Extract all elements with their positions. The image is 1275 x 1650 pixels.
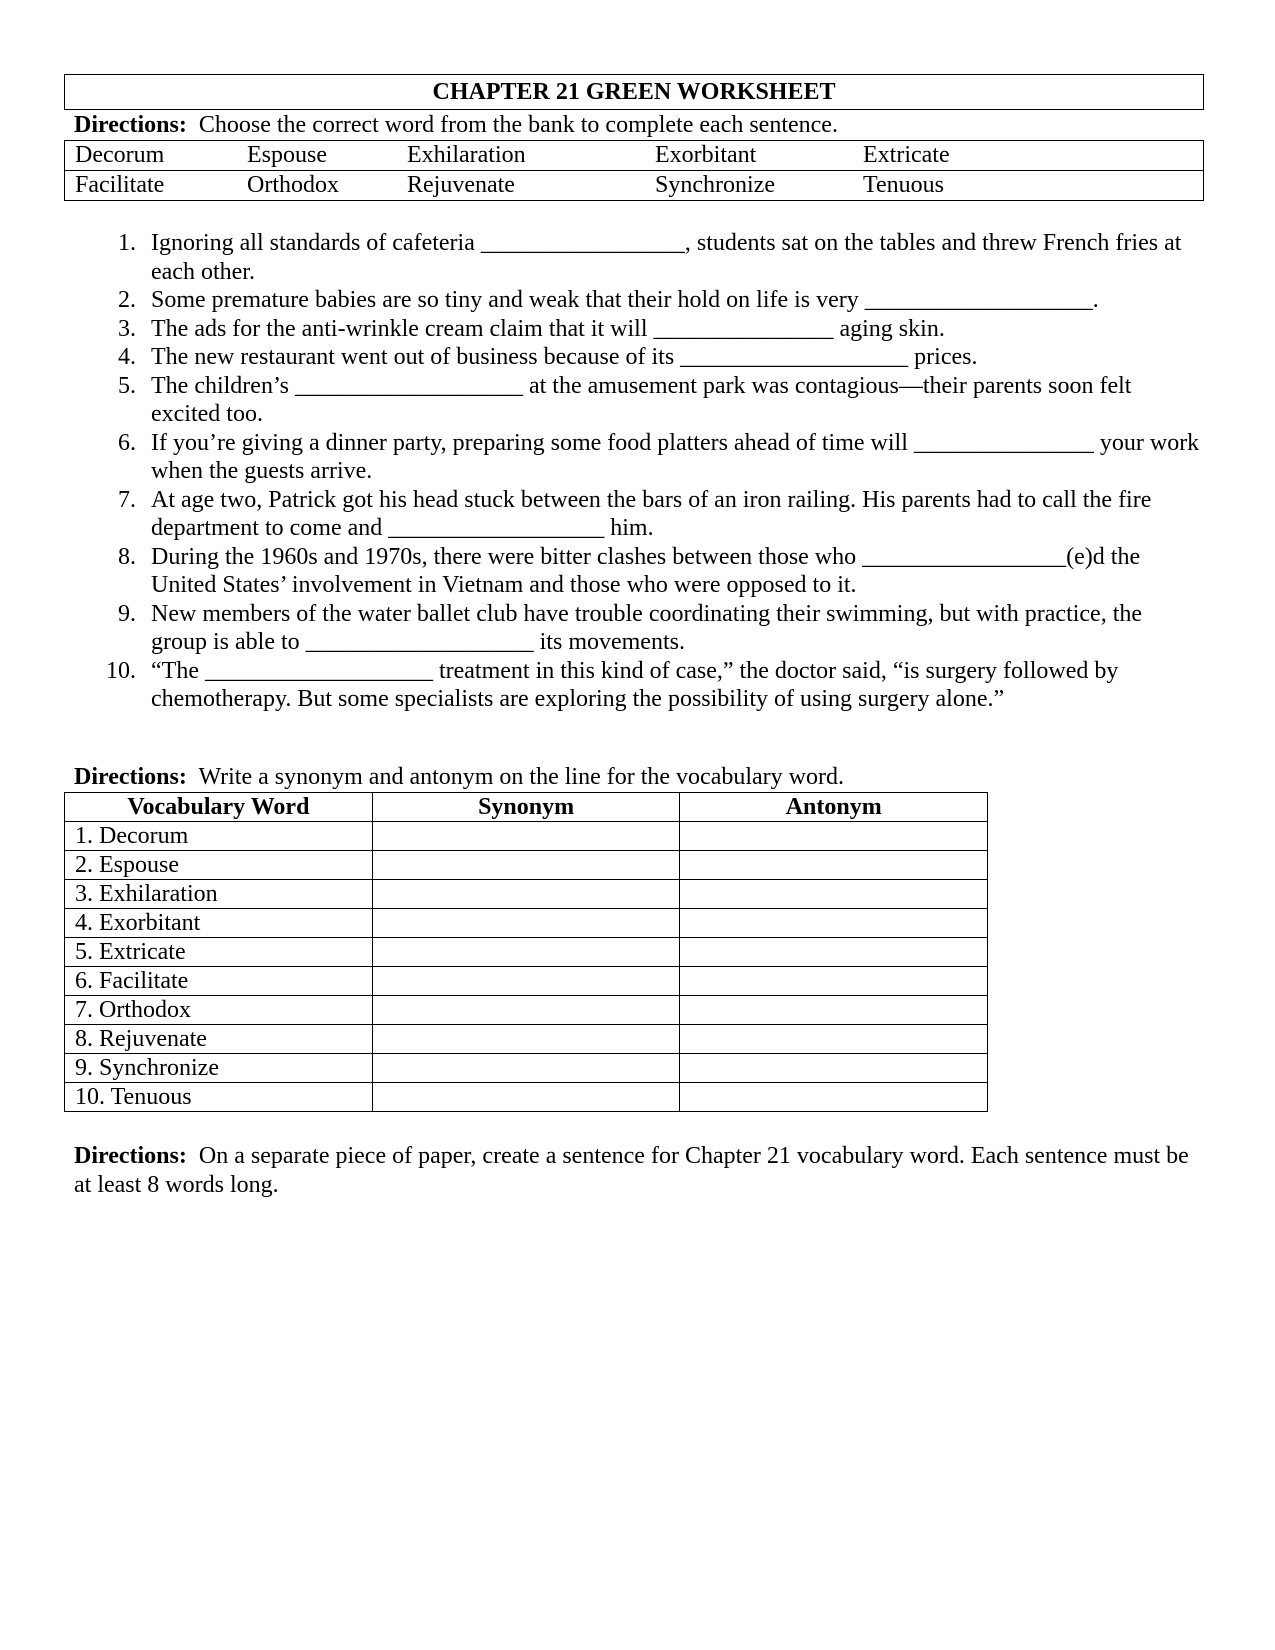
synonym-cell[interactable]: [372, 995, 680, 1024]
antonym-cell[interactable]: [680, 995, 988, 1024]
vocabulary-word-cell: 7. Orthodox: [65, 995, 373, 1024]
synonym-cell[interactable]: [372, 879, 680, 908]
word-bank-word: Synchronize: [645, 171, 853, 201]
part3-directions-label: Directions:: [74, 1142, 187, 1169]
sentence-number: 8.: [118, 543, 136, 570]
word-bank-word: Facilitate: [65, 171, 238, 201]
vocabulary-word-cell: 8. Rejuvenate: [65, 1024, 373, 1053]
sentence-text: The children’s ___________________ at the amusement park was contagious—their parents soon felt excited too.: [151, 372, 1132, 427]
table-row: [65, 1024, 988, 1053]
vocabulary-word-cell: 5. Extricate: [65, 937, 373, 966]
vocabulary-word-cell: 10. Tenuous: [65, 1082, 373, 1111]
sentence-number: 9.: [118, 600, 136, 627]
vocabulary-word-cell: 6. Facilitate: [65, 966, 373, 995]
part2-directions: [64, 762, 1204, 792]
sentence-number: 6.: [118, 429, 136, 456]
sentence-item: [64, 600, 1204, 657]
word-bank-word: Exorbitant: [645, 141, 853, 171]
vocabulary-word-cell: 4. Exorbitant: [65, 908, 373, 937]
table-row: [65, 966, 988, 995]
worksheet-page: [64, 74, 1204, 1200]
header-synonym: Synonym: [372, 792, 680, 821]
antonym-cell[interactable]: [680, 937, 988, 966]
word-bank-word: Orthodox: [237, 171, 397, 201]
antonym-cell[interactable]: [680, 1053, 988, 1082]
sentence-item: [64, 657, 1204, 714]
part2-directions-label: Directions:: [74, 763, 187, 790]
synonym-cell[interactable]: [372, 1082, 680, 1111]
word-bank-word: Exhilaration: [397, 141, 645, 171]
sentence-text: “The ___________________ treatment in this kind of case,” the doctor said, “is surgery followed by chemotherapy. But some specialists are exploring the possibility of using surgery alone.”: [151, 657, 1119, 712]
synonym-cell[interactable]: [372, 908, 680, 937]
sentence-number: 10.: [106, 657, 136, 684]
table-row: [65, 1082, 988, 1111]
vocabulary-table-header: [65, 792, 988, 821]
sentence-text: If you’re giving a dinner party, preparing some food platters ahead of time will _______________ your work when the guests arrive.: [151, 429, 1200, 484]
sentence-text: The ads for the anti-wrinkle cream claim that it will _______________ aging skin.: [151, 315, 945, 342]
word-bank-word: Rejuvenate: [397, 171, 645, 201]
sentence-item: [64, 543, 1204, 600]
part3-directions: [64, 1142, 1204, 1200]
synonym-antonym-section: [64, 762, 1204, 1112]
vocabulary-word-cell: 1. Decorum: [65, 821, 373, 850]
antonym-cell[interactable]: [680, 1024, 988, 1053]
worksheet-title: [64, 74, 1204, 110]
vocabulary-word-cell: 9. Synchronize: [65, 1053, 373, 1082]
vocabulary-word-cell: 2. Espouse: [65, 850, 373, 879]
synonym-cell[interactable]: [372, 1053, 680, 1082]
sentence-item: [64, 229, 1204, 286]
synonym-cell[interactable]: [372, 850, 680, 879]
word-bank-row: [65, 141, 1204, 171]
sentence-item: [64, 429, 1204, 486]
sentence-number: 3.: [118, 315, 136, 342]
antonym-cell[interactable]: [680, 1082, 988, 1111]
sentence-item: [64, 286, 1204, 315]
sentence-text: New members of the water ballet club have trouble coordinating their swimming, but with practice, the group is able to ___________________ its movements.: [151, 600, 1143, 655]
sentence-item: [64, 343, 1204, 372]
part3-directions-text: On a separate piece of paper, create a sentence for Chapter 21 vocabulary word. Each sentence must be at least 8 words long.: [74, 1142, 1189, 1198]
synonym-cell[interactable]: [372, 1024, 680, 1053]
header-vocabulary-word: Vocabulary Word: [65, 792, 373, 821]
vocabulary-table: [64, 792, 988, 1112]
part2-directions-text: Write a synonym and antonym on the line for the vocabulary word.: [198, 763, 844, 790]
part1-directions-label: Directions:: [74, 112, 187, 138]
table-row: [65, 995, 988, 1024]
sentence-text: The new restaurant went out of business because of its ___________________ prices.: [151, 344, 978, 370]
part1-directions-text: Choose the correct word from the bank to complete each sentence.: [198, 112, 838, 138]
sentence-text: At age two, Patrick got his head stuck between the bars of an iron railing. His parents had to call the fire department to come and __________________ him.: [151, 486, 1152, 541]
sentence-number: 2.: [118, 287, 136, 313]
antonym-cell[interactable]: [680, 966, 988, 995]
title-text: CHAPTER 21 GREEN WORKSHEET: [432, 78, 836, 105]
sentence-item: [64, 486, 1204, 543]
table-row: [65, 879, 988, 908]
sentence-text: During the 1960s and 1970s, there were bitter clashes between those who _________________(e)d the United States’ involvement in Vietnam and those who were opposed to it.: [151, 543, 1141, 598]
part1-directions: [64, 110, 1204, 140]
sentence-list: [64, 229, 1204, 714]
sentence-number: 4.: [118, 344, 136, 370]
sentence-text: Ignoring all standards of cafeteria _________________, students sat on the tables and threw French fries at each other.: [151, 230, 1182, 285]
table-row: [65, 908, 988, 937]
sentence-number: 1.: [118, 230, 136, 256]
word-bank-word: Decorum: [65, 141, 238, 171]
word-bank-word: Espouse: [237, 141, 397, 171]
antonym-cell[interactable]: [680, 908, 988, 937]
word-bank-row: [65, 171, 1204, 201]
sentence-item: [64, 372, 1204, 429]
antonym-cell[interactable]: [680, 821, 988, 850]
table-row: [65, 1053, 988, 1082]
table-row: [65, 937, 988, 966]
table-row: [65, 850, 988, 879]
table-row: [65, 821, 988, 850]
synonym-cell[interactable]: [372, 937, 680, 966]
sentence-item: [64, 315, 1204, 344]
sentence-text: Some premature babies are so tiny and weak that their hold on life is very ___________________.: [151, 287, 1099, 313]
word-bank-word: Extricate: [853, 141, 1204, 171]
header-antonym: Antonym: [680, 792, 988, 821]
antonym-cell[interactable]: [680, 850, 988, 879]
sentence-number: 7.: [118, 486, 136, 513]
word-bank: [64, 140, 1204, 201]
word-bank-word: Tenuous: [853, 171, 1204, 201]
antonym-cell[interactable]: [680, 879, 988, 908]
synonym-cell[interactable]: [372, 966, 680, 995]
synonym-cell[interactable]: [372, 821, 680, 850]
vocabulary-word-cell: 3. Exhilaration: [65, 879, 373, 908]
sentence-number: 5.: [118, 372, 136, 399]
